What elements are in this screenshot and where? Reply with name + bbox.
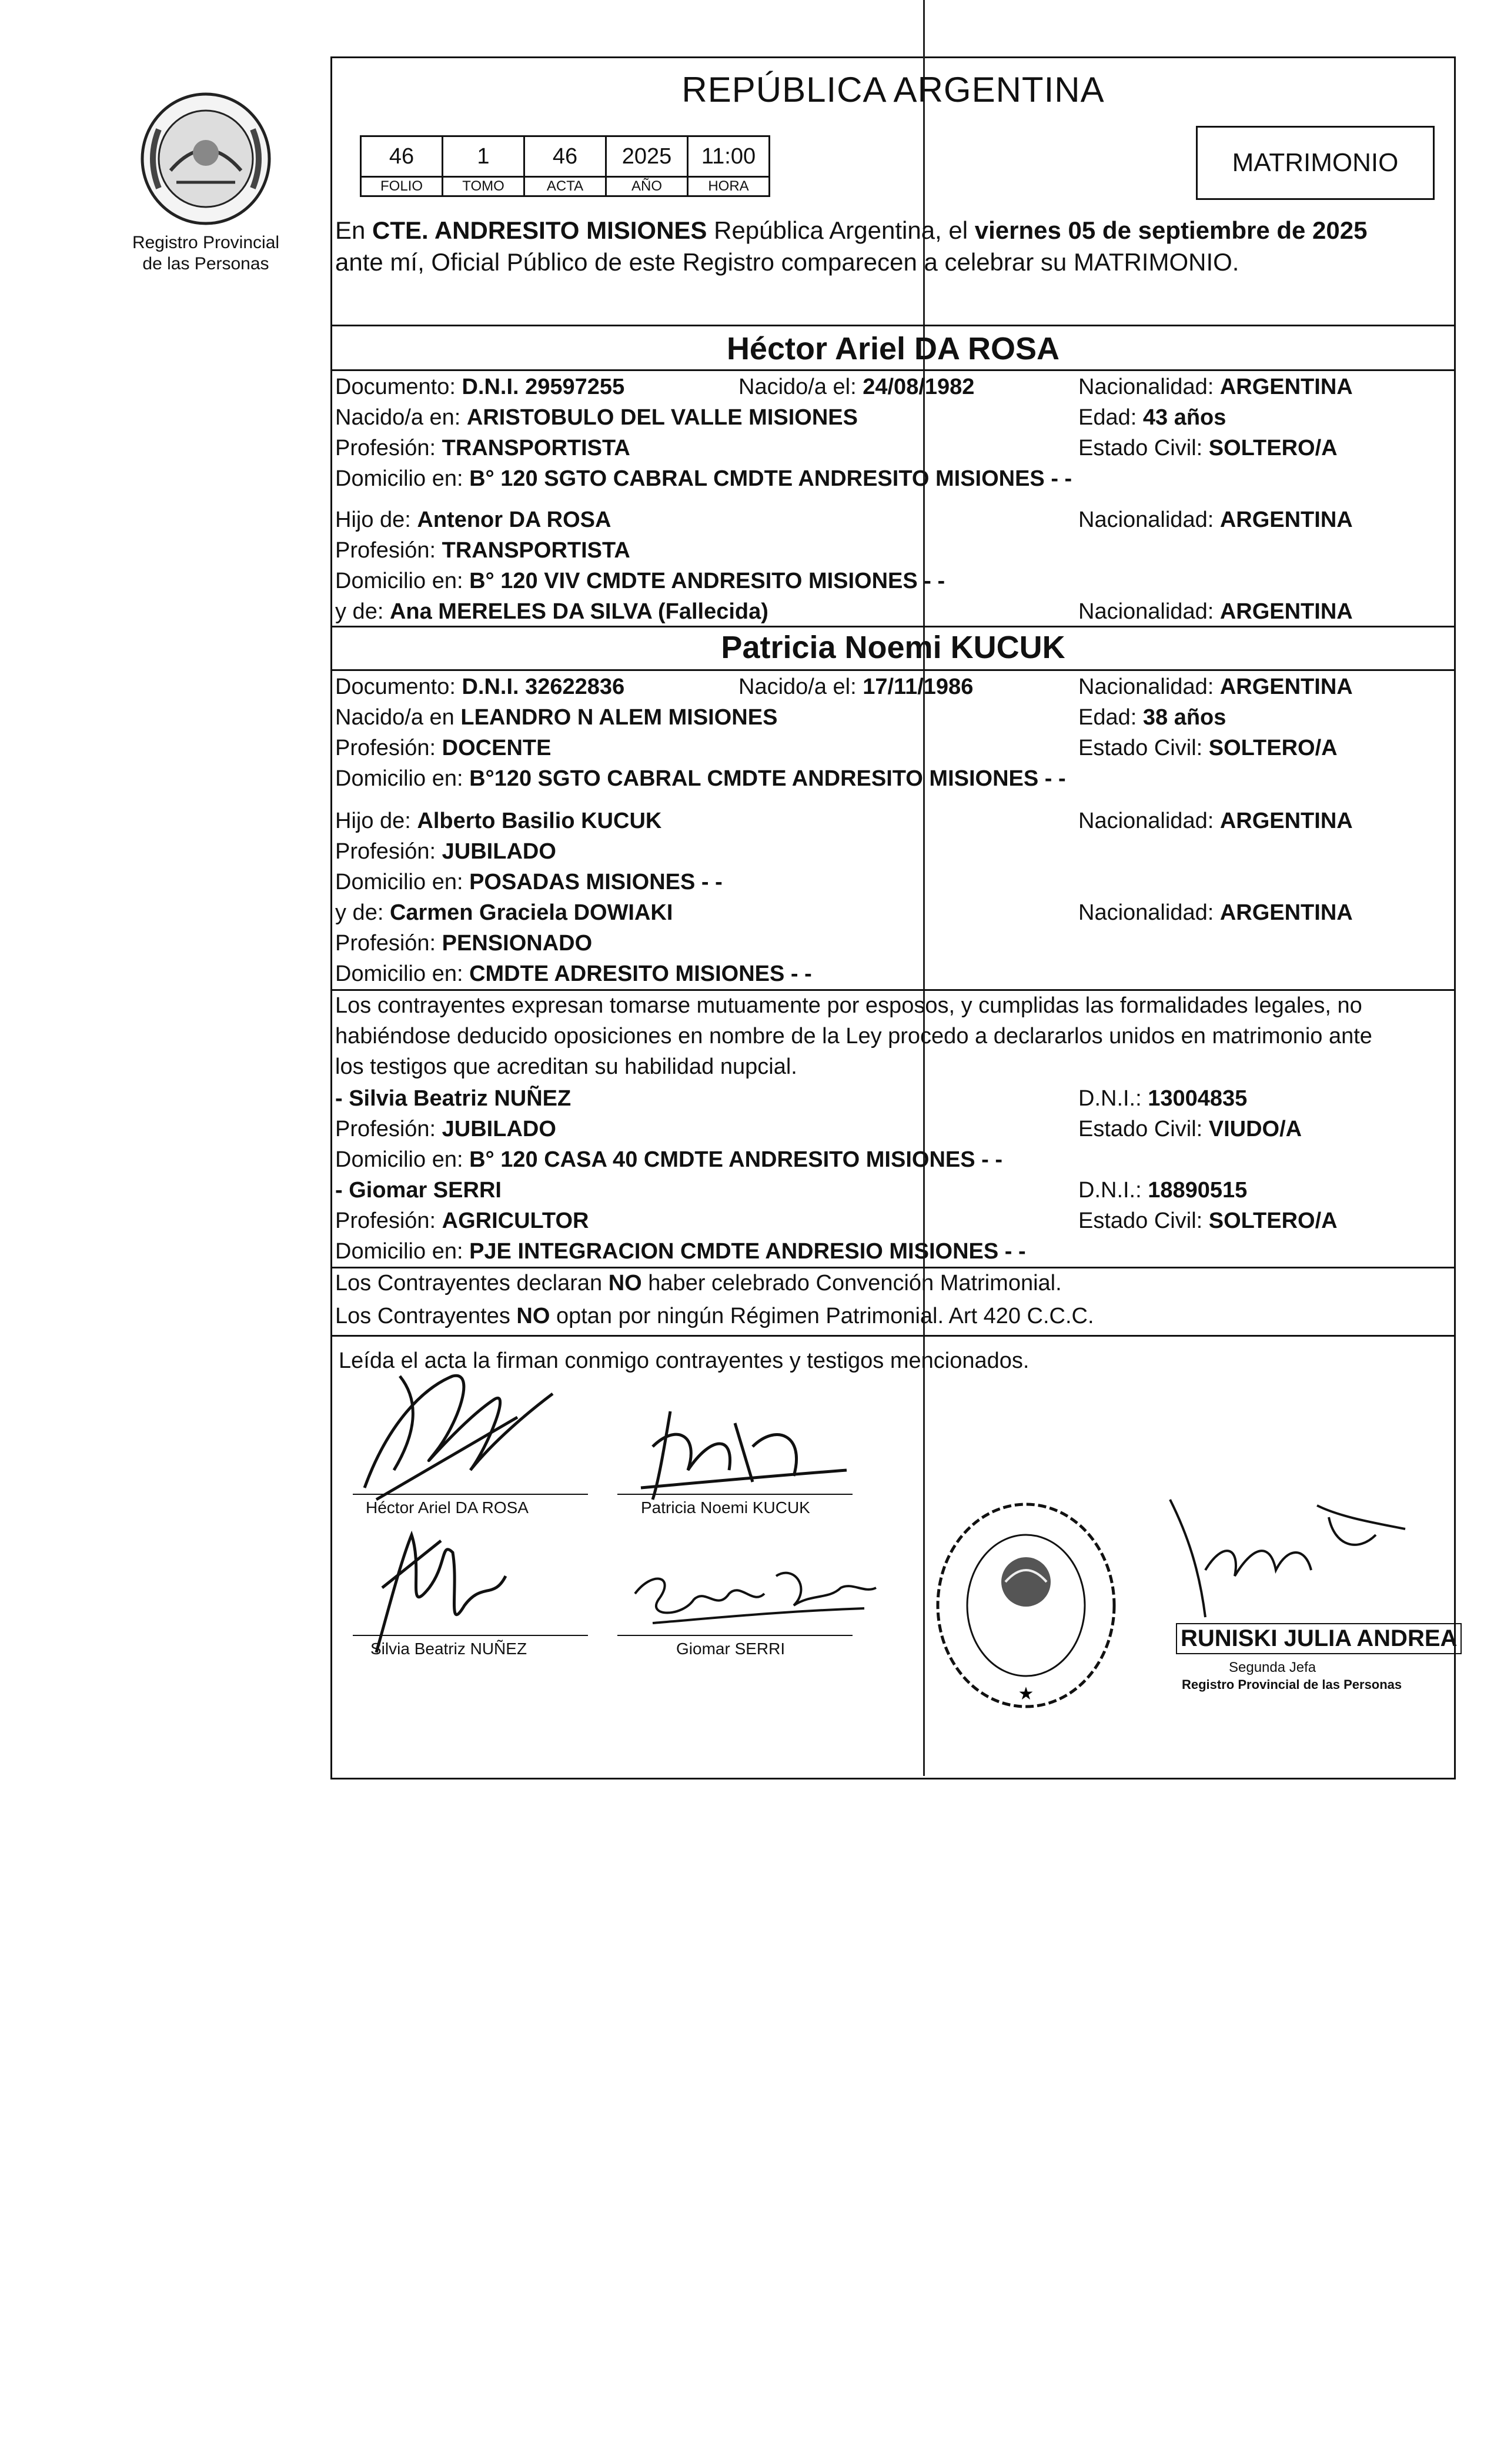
value: B°120 SGTO CABRAL CMDTE ANDRESITO MISIONES - - — [469, 766, 1066, 791]
spouse1-document — [335, 373, 624, 401]
record-table — [360, 135, 770, 197]
value: D.N.I. 29597255 — [462, 375, 625, 399]
text: Los Contrayentes declaran — [335, 1271, 609, 1296]
value: SOLTERO/A — [1208, 736, 1338, 760]
value: SOLTERO/A — [1208, 436, 1338, 460]
note-regime — [335, 1302, 1094, 1330]
acta-label: ACTA — [524, 177, 606, 196]
spouse1-nationality — [1078, 373, 1353, 401]
intro-place: CTE. ANDRESITO MISIONES — [372, 216, 707, 244]
divider — [330, 1335, 1456, 1337]
divider — [330, 989, 1456, 991]
label: Domicilio en: — [335, 1147, 470, 1172]
value: Alberto Basilio KUCUK — [417, 809, 662, 833]
handwritten-signature-icon — [617, 1400, 864, 1505]
spouse2-father-nationality — [1078, 807, 1353, 835]
value: 24/08/1982 — [863, 375, 975, 399]
spouse1-name: Héctor Ariel DA ROSA — [726, 331, 1060, 366]
spouse2-name: Patricia Noemi KUCUK — [721, 630, 1065, 665]
spouse2-age — [1078, 703, 1226, 732]
folio-value: 46 — [361, 136, 443, 177]
spouse2-father-address — [335, 868, 723, 896]
spouse2-civil-status — [1078, 734, 1338, 762]
divider — [330, 626, 1456, 627]
spouse2-document — [335, 673, 624, 701]
label: Domicilio en: — [335, 961, 470, 986]
spouse1-address — [335, 465, 1072, 493]
value: ARISTOBULO DEL VALLE MISIONES — [466, 405, 858, 430]
value: POSADAS MISIONES - - — [469, 870, 723, 894]
spouse1-father-profession — [335, 536, 630, 565]
spouse2-address — [335, 764, 1066, 793]
registry-name-line2: de las Personas — [142, 254, 269, 273]
label: Profesión: — [335, 839, 442, 864]
spouse1-father — [335, 506, 611, 534]
value: PENSIONADO — [442, 931, 593, 956]
handwritten-signature-icon — [617, 1552, 888, 1635]
handwritten-signature-icon — [347, 1517, 547, 1658]
label: Documento: — [335, 675, 462, 699]
stamp-seal-icon — [929, 1494, 1123, 1717]
svg-text:★: ★ — [1018, 1684, 1034, 1704]
value: 38 años — [1142, 705, 1226, 730]
value: B° 120 CASA 40 CMDTE ANDRESITO MISIONES - - — [469, 1147, 1003, 1172]
spouse2-mother-profession — [335, 929, 592, 957]
hora-label: HORA — [688, 177, 770, 196]
registry-seal — [118, 88, 294, 275]
spouse1-civil-status — [1078, 434, 1338, 462]
value: ARGENTINA — [1219, 900, 1353, 925]
spouse1-birthdate — [738, 373, 974, 401]
tomo-value: 1 — [443, 136, 524, 177]
label: Hijo de: — [335, 508, 417, 532]
official-stamp — [929, 1494, 1123, 1720]
label: D.N.I.: — [1078, 1086, 1148, 1111]
spouse1-age — [1078, 403, 1226, 432]
spouse1-mother — [335, 597, 768, 626]
label: Domicilio en: — [335, 1239, 470, 1264]
emphasis: NO — [608, 1271, 642, 1296]
label: Estado Civil: — [1078, 1208, 1209, 1233]
declaration-line2: habiéndose deducido oposiciones en nombre de la Ley procedo a declararlos unidos en matrimonio ante — [335, 1024, 1372, 1049]
value: 13004835 — [1148, 1086, 1248, 1111]
province-seal-icon — [135, 88, 276, 229]
text: haber celebrado Convención Matrimonial. — [641, 1271, 1062, 1296]
spouse1-profession — [335, 434, 630, 462]
signature-line — [617, 1635, 853, 1636]
label: y de: — [335, 900, 390, 925]
signature-name-3: Silvia Beatriz NUÑEZ — [370, 1640, 527, 1658]
anio-label: AÑO — [606, 177, 688, 196]
signature-name-2: Patricia Noemi KUCUK — [641, 1498, 810, 1517]
hora-value: 11:00 — [688, 136, 770, 177]
witness2-dni — [1078, 1176, 1247, 1204]
tomo-label: TOMO — [443, 177, 524, 196]
value: SOLTERO/A — [1208, 1208, 1338, 1233]
label: Profesión: — [335, 436, 442, 460]
signature-name-4: Giomar SERRI — [676, 1640, 786, 1658]
label: Estado Civil: — [1078, 736, 1209, 760]
value: DOCENTE — [442, 736, 552, 760]
spouse2-profession — [335, 734, 551, 762]
spouse1-father-address — [335, 567, 945, 595]
value: ARGENTINA — [1219, 675, 1353, 699]
intro-line2: ante mí, Oficial Público de este Registro comparecen a celebrar su MATRIMONIO. — [335, 248, 1239, 276]
label: Nacionalidad: — [1078, 599, 1220, 624]
label: Profesión: — [335, 538, 442, 563]
officer-title2: Registro Provincial de las Personas — [1182, 1677, 1402, 1692]
spouse2-mother-nationality — [1078, 899, 1353, 927]
note-convention — [335, 1269, 1062, 1297]
declaration-line3: los testigos que acreditan su habilidad nupcial. — [335, 1054, 797, 1079]
label: Nacionalidad: — [1078, 375, 1220, 399]
spouse2-birthplace — [335, 703, 777, 732]
value: - Silvia Beatriz NUÑEZ — [335, 1086, 571, 1111]
label: Nacionalidad: — [1078, 675, 1220, 699]
value: AGRICULTOR — [442, 1208, 589, 1233]
acta-value: 46 — [524, 136, 606, 177]
intro-date: viernes 05 de septiembre de 2025 — [974, 216, 1368, 244]
spouse1-birthplace — [335, 403, 858, 432]
value: ARGENTINA — [1219, 599, 1353, 624]
label: Profesión: — [335, 1208, 442, 1233]
label: Domicilio en: — [335, 569, 470, 593]
label: Estado Civil: — [1078, 436, 1209, 460]
witness2-name — [335, 1176, 502, 1204]
witness1-profession — [335, 1115, 556, 1143]
value: Ana MERELES DA SILVA (Fallecida) — [389, 599, 768, 624]
value: 17/11/1986 — [863, 675, 974, 699]
value: TRANSPORTISTA — [442, 538, 630, 563]
spouse1-father-nationality — [1078, 506, 1353, 534]
value: Antenor DA ROSA — [417, 508, 611, 532]
witness2-address — [335, 1237, 1026, 1266]
text: optan por ningún Régimen Patrimonial. Art 420 C.C.C. — [550, 1304, 1094, 1328]
value: 43 años — [1142, 405, 1226, 430]
intro-text-a: En — [335, 216, 373, 244]
value: JUBILADO — [442, 1117, 556, 1141]
closing-text: Leída el acta la firman conmigo contrayentes y testigos mencionados. — [339, 1348, 1030, 1373]
text: Los Contrayentes — [335, 1304, 517, 1328]
divider — [330, 325, 1456, 326]
label: Nacionalidad: — [1078, 508, 1220, 532]
label: Profesión: — [335, 931, 442, 956]
value: ARGENTINA — [1219, 508, 1353, 532]
value: D.N.I. 32622836 — [462, 675, 625, 699]
document-type-box: MATRIMONIO — [1196, 126, 1435, 200]
label: Domicilio en: — [335, 870, 470, 894]
divider — [330, 669, 1456, 671]
label: Nacionalidad: — [1078, 809, 1220, 833]
intro-line1 — [335, 215, 1367, 246]
label: Edad: — [1078, 705, 1143, 730]
label: Domicilio en: — [335, 466, 470, 491]
handwritten-signature-icon — [341, 1353, 611, 1517]
divider — [330, 1267, 1456, 1268]
intro-text-b: República Argentina, el — [707, 216, 975, 244]
label: Nacido/a en — [335, 705, 461, 730]
witness1-name — [335, 1084, 571, 1113]
label: Nacido/a el: — [738, 675, 863, 699]
officer-name: RUNISKI JULIA ANDREA — [1176, 1623, 1462, 1654]
value: ARGENTINA — [1219, 375, 1353, 399]
spouse2-birthdate — [738, 673, 973, 701]
value: - Giomar SERRI — [335, 1178, 502, 1203]
witness1-civil-status — [1078, 1115, 1302, 1143]
value: Carmen Graciela DOWIAKI — [389, 900, 673, 925]
label: Domicilio en: — [335, 766, 470, 791]
spouse2-father — [335, 807, 661, 835]
label: Profesión: — [335, 1117, 442, 1141]
officer-title1: Segunda Jefa — [1229, 1660, 1316, 1675]
value: LEANDRO N ALEM MISIONES — [460, 705, 778, 730]
spouse1-mother-nationality — [1078, 597, 1353, 626]
label: Nacionalidad: — [1078, 900, 1220, 925]
value: VIUDO/A — [1208, 1117, 1302, 1141]
label: Documento: — [335, 375, 462, 399]
emphasis: NO — [516, 1304, 550, 1328]
label: Estado Civil: — [1078, 1117, 1209, 1141]
spouse2-mother-address — [335, 960, 812, 988]
spouse2-father-profession — [335, 837, 556, 866]
value: 18890515 — [1148, 1178, 1248, 1203]
label: Profesión: — [335, 736, 442, 760]
witness1-address — [335, 1146, 1002, 1174]
label: D.N.I.: — [1078, 1178, 1148, 1203]
folio-label: FOLIO — [361, 177, 443, 196]
value: B° 120 SGTO CABRAL CMDTE ANDRESITO MISIONES - - — [469, 466, 1072, 491]
label: Hijo de: — [335, 809, 417, 833]
value: B° 120 VIV CMDTE ANDRESITO MISIONES - - — [469, 569, 945, 593]
label: y de: — [335, 599, 390, 624]
spouse2-nationality — [1078, 673, 1353, 701]
value: JUBILADO — [442, 839, 556, 864]
divider — [330, 369, 1456, 371]
officer-signature-icon — [1152, 1482, 1423, 1635]
page-title: REPÚBLICA ARGENTINA — [681, 70, 1105, 109]
spouse2-mother — [335, 899, 673, 927]
declaration-line1: Los contrayentes expresan tomarse mutuamente por esposos, y cumplidas las formalidades legales, no — [335, 993, 1362, 1018]
witness2-profession — [335, 1207, 589, 1235]
witness2-civil-status — [1078, 1207, 1338, 1235]
value: ARGENTINA — [1219, 809, 1353, 833]
label: Edad: — [1078, 405, 1143, 430]
label: Nacido/a el: — [738, 375, 863, 399]
value: CMDTE ADRESITO MISIONES - - — [469, 961, 812, 986]
signature-name-1: Héctor Ariel DA ROSA — [366, 1498, 529, 1517]
anio-value: 2025 — [606, 136, 688, 177]
value: PJE INTEGRACION CMDTE ANDRESIO MISIONES - - — [469, 1239, 1026, 1264]
value: TRANSPORTISTA — [442, 436, 630, 460]
registry-name-line1: Registro Provincial — [132, 233, 280, 252]
witness1-dni — [1078, 1084, 1247, 1113]
label: Nacido/a en: — [335, 405, 467, 430]
